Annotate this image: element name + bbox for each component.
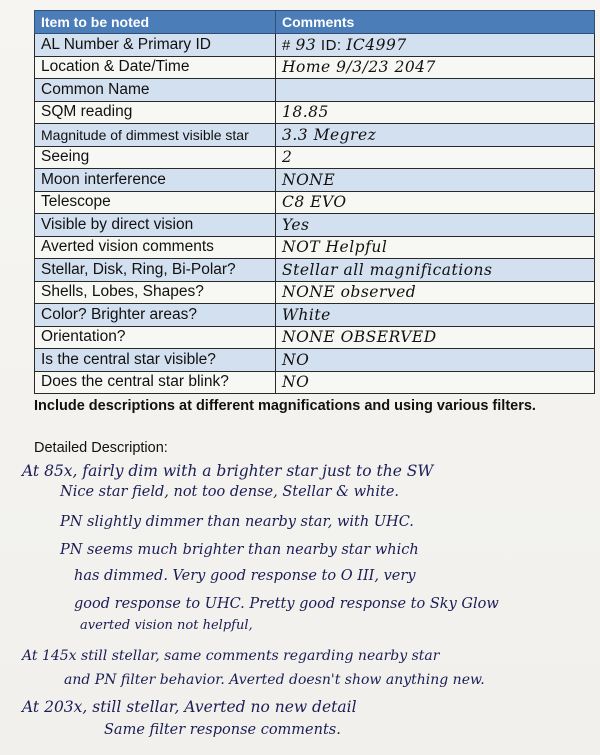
table-row xyxy=(35,191,595,214)
row-label: Does the central star blink? xyxy=(35,371,276,394)
row-label: Telescope xyxy=(35,191,276,214)
table-row xyxy=(35,101,595,124)
description-line: has dimmed. Very good response to O III, very xyxy=(74,568,416,584)
moon-interference-field[interactable]: NONE xyxy=(276,169,595,192)
table-row xyxy=(35,349,595,372)
row-label: AL Number & Primary ID xyxy=(35,34,276,57)
table-row xyxy=(35,371,595,394)
detailed-description-label: Detailed Description: xyxy=(34,440,168,456)
description-line: Nice star field, not too dense, Stellar & white. xyxy=(60,484,400,500)
averted-vision-field[interactable]: NOT Helpful xyxy=(276,236,595,259)
row-label: Averted vision comments xyxy=(35,236,276,259)
table-row xyxy=(35,146,595,169)
table-row xyxy=(35,34,595,57)
primary-id: IC4997 xyxy=(346,35,407,54)
common-name-field[interactable] xyxy=(276,79,595,102)
description-line: averted vision not helpful, xyxy=(80,618,253,633)
row-label: Seeing xyxy=(35,146,276,169)
row-label: Visible by direct vision xyxy=(35,214,276,237)
table-row xyxy=(35,56,595,79)
description-line: At 145x still stellar, same comments regarding nearby star xyxy=(22,648,440,664)
row-label: Moon interference xyxy=(35,169,276,192)
row-label: Shells, Lobes, Shapes? xyxy=(35,281,276,304)
shells-lobes-field[interactable]: NONE observed xyxy=(276,281,595,304)
table-header-row xyxy=(35,11,595,34)
row-label: Common Name xyxy=(35,79,276,102)
row-label: Color? Brighter areas? xyxy=(35,304,276,327)
table-row xyxy=(35,326,595,349)
direct-vision-field[interactable]: Yes xyxy=(276,214,595,237)
location-datetime-field[interactable]: Home 9/3/23 2047 xyxy=(276,56,595,79)
dimmest-star-field[interactable]: 3.3 Megrez xyxy=(276,124,595,147)
orientation-field[interactable]: NONE OBSERVED xyxy=(276,326,595,349)
central-star-visible-field[interactable]: NO xyxy=(276,349,595,372)
header-item: Item to be noted xyxy=(35,11,276,34)
number-prefix: # xyxy=(282,36,296,54)
row-label: Orientation? xyxy=(35,326,276,349)
description-line: PN slightly dimmer than nearby star, with UHC. xyxy=(60,514,414,530)
sqm-reading-field[interactable]: 18.85 xyxy=(276,101,595,124)
table-row xyxy=(35,236,595,259)
table-row xyxy=(35,281,595,304)
id-prefix: ID: xyxy=(316,36,347,54)
al-number: 93 xyxy=(295,35,317,54)
description-line: good response to UHC. Pretty good response to Sky Glow xyxy=(74,596,499,612)
header-comments: Comments xyxy=(276,11,595,34)
description-line: At 85x, fairly dim with a brighter star just to the SW xyxy=(22,462,434,480)
observation-table xyxy=(34,10,595,394)
al-number-id-field[interactable] xyxy=(276,34,595,57)
seeing-field[interactable]: 2 xyxy=(276,146,595,169)
table-row xyxy=(35,259,595,282)
row-label: SQM reading xyxy=(35,101,276,124)
morphology-field[interactable]: Stellar all magnifications xyxy=(276,259,595,282)
telescope-field[interactable]: C8 EVO xyxy=(276,191,595,214)
table-row xyxy=(35,124,595,147)
table-row xyxy=(35,169,595,192)
central-star-blink-field[interactable]: NO xyxy=(276,371,595,394)
description-line: Same filter response comments. xyxy=(104,722,341,738)
row-label: Is the central star visible? xyxy=(35,349,276,372)
table-row xyxy=(35,79,595,102)
row-label: Stellar, Disk, Ring, Bi-Polar? xyxy=(35,259,276,282)
instruction-text: Include descriptions at different magnifications and using various filters. xyxy=(34,398,536,414)
row-label: Magnitude of dimmest visible star xyxy=(35,124,276,147)
description-line: and PN filter behavior. Averted doesn't show anything new. xyxy=(64,672,485,688)
table-row xyxy=(35,214,595,237)
row-label: Location & Date/Time xyxy=(35,56,276,79)
table-row xyxy=(35,304,595,327)
color-field[interactable]: White xyxy=(276,304,595,327)
description-line: At 203x, still stellar, Averted no new detail xyxy=(22,698,357,716)
description-line: PN seems much brighter than nearby star which xyxy=(60,542,419,558)
